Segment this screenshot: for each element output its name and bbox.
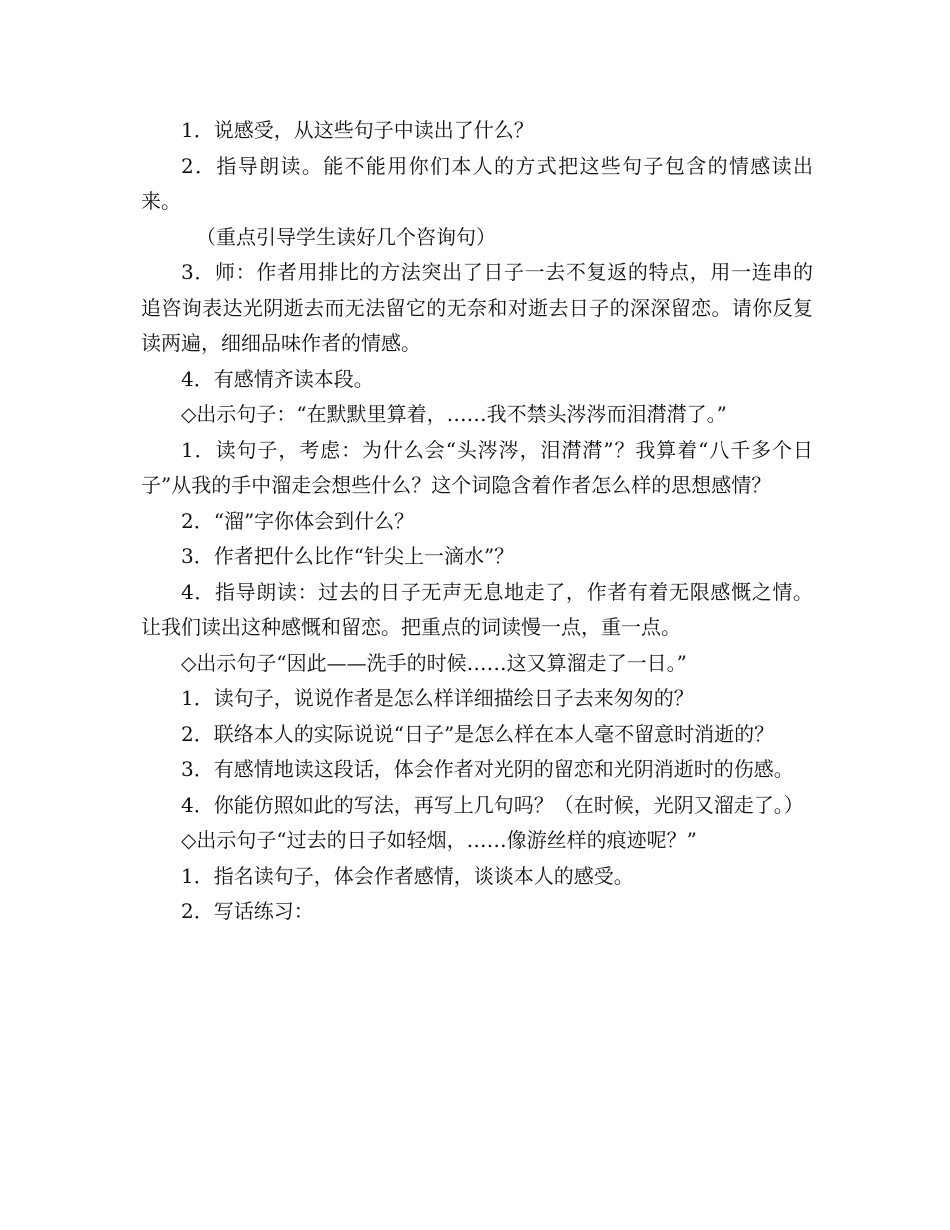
paragraph-teacher-explanation: 3．师：作者用排比的方法突出了日子一去不复返的特点，用一连串的追咨询表达光阴逝去而无法留它的无奈和对逝去日子的深深留恋。请你反复读两遍，细细品味作者的情感。 <box>141 260 813 355</box>
paragraph-writing-practice: 2．写话练习： <box>181 899 314 923</box>
paragraph-show-sentence-1: ◇出示句子：“在默默里算着，……我不禁头涔涔而泪潸潸了。” <box>181 402 727 426</box>
paragraph-word-liu: 2．“溜”字你体会到什么？ <box>181 508 415 533</box>
paragraph-named-reading: 1．指名读句子，体会作者感情，谈谈本人的感受。 <box>181 863 634 888</box>
document-body <box>141 113 813 930</box>
paragraph-show-sentence-2: ◇出示句子“因此——洗手的时候……这又算溜走了一日。” <box>181 650 687 675</box>
paragraph-imitate-writing: 4．你能仿照如此的写法，再写上几句吗？（在时候，光阴又溜走了。） <box>181 792 804 817</box>
paragraph-guided-reading-2: 4．指导朗读：过去的日子无声无息地走了，作者有着无限感慨之情。让我们读出这种感慨和留恋。把重点的词读慢一点，重一点。 <box>141 579 813 639</box>
paragraph-needle-drop: 3．作者把什么比作“针尖上一滴水”？ <box>181 544 515 568</box>
paragraph-read-with-feeling: 3．有感情地读这段话，体会作者对光阴的留恋和光阴消逝时的伤感。 <box>181 757 794 781</box>
paragraph-think-question: 1．读句子，考虑：为什么会“头涔涔，泪潸潸”？我算着“八千多个日子”从我的手中溜走会想些什么？这个词隐含着作者怎么样的思想感情？ <box>141 437 813 497</box>
paragraph-connect-reality: 2．联络本人的实际说说“日子”是怎么样在本人毫不留意时消逝的？ <box>181 721 775 746</box>
paragraph-question-feelings: 1．说感受，从这些句子中读出了什么？ <box>181 118 534 142</box>
paragraph-note-questions: （重点引导学生读好几个咨询句） <box>196 224 496 249</box>
paragraph-show-sentence-3: ◇出示句子“过去的日子如轻烟，……像游丝样的痕迹呢？” <box>181 828 697 852</box>
paragraph-read-describe: 1．读句子，说说作者是怎么样详细描绘日子去来匆匆的？ <box>181 686 694 710</box>
paragraph-read-aloud: 4．有感情齐读本段。 <box>181 366 374 391</box>
paragraph-guided-reading: 2．指导朗读。能不能用你们本人的方式把这些句子包含的情感读出来。 <box>141 153 813 213</box>
